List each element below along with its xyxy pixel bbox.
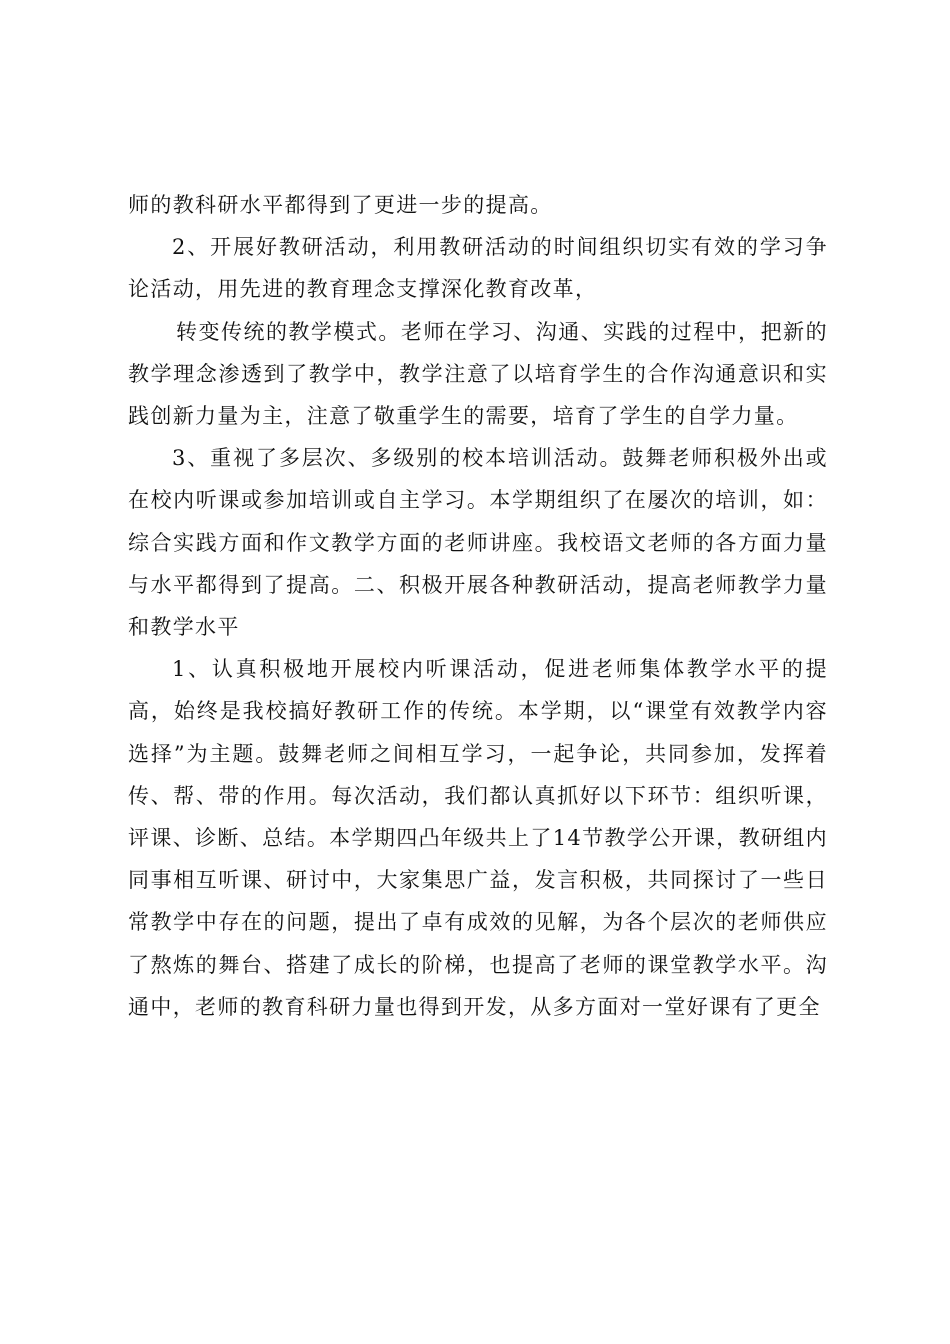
paragraph-item-1: 1、认真积极地开展校内听课活动，促进老师集体教学水平的提高，始终是我校搞好教研工作的传统。本学期，以“课堂有效教学内容选择”为主题。鼓舞老师之间相互学习，一起争论，共同参加，发挥着传、帮、带的作用。每次活动，我们都认真抓好以下环节：组织听课，评课、诊断、总结。本学期四凸年级共上了14节教学公开课，教研组内同事相互听课、研讨中，大家集思广益，发言积极，共同探讨了一些日常教学中存在的问题，提出了卓有成效的见解，为各个层次的老师供应了熬炼的舞台、搭建了成长的阶梯，也提高了老师的课堂教学水平。沟通中，老师的教育科研力量也得到开发，从多方面对一堂好课有了更全: [128, 657, 828, 1019]
paragraph-teaching-mode: 转变传统的教学模式。老师在学习、沟通、实践的过程中，把新的教学理念渗透到了教学中，教学注意了以培育学生的合作沟通意识和实践创新力量为主，注意了敬重学生的需要，培育了学生的自学力量。: [128, 319, 828, 429]
paragraph-item-3: 3、重视了多层次、多级别的校本培训活动。鼓舞老师积极外出或在校内听课或参加培训或自主学习。本学期组织了在屡次的培训，如：综合实践方面和作文教学方面的老师讲座。我校语文老师的各方面力量与水平都得到了提高。二、积极开展各种教研活动，提高老师教学力量和教学水平: [128, 446, 828, 640]
document-body: [128, 184, 828, 1028]
paragraph-continuation: 师的教科研水平都得到了更进一步的提高。: [128, 193, 553, 217]
paragraph-item-2: 2、开展好教研活动，利用教研活动的时间组织切实有效的学习争论活动，用先进的教育理念支撑深化教育改革，: [128, 235, 828, 302]
